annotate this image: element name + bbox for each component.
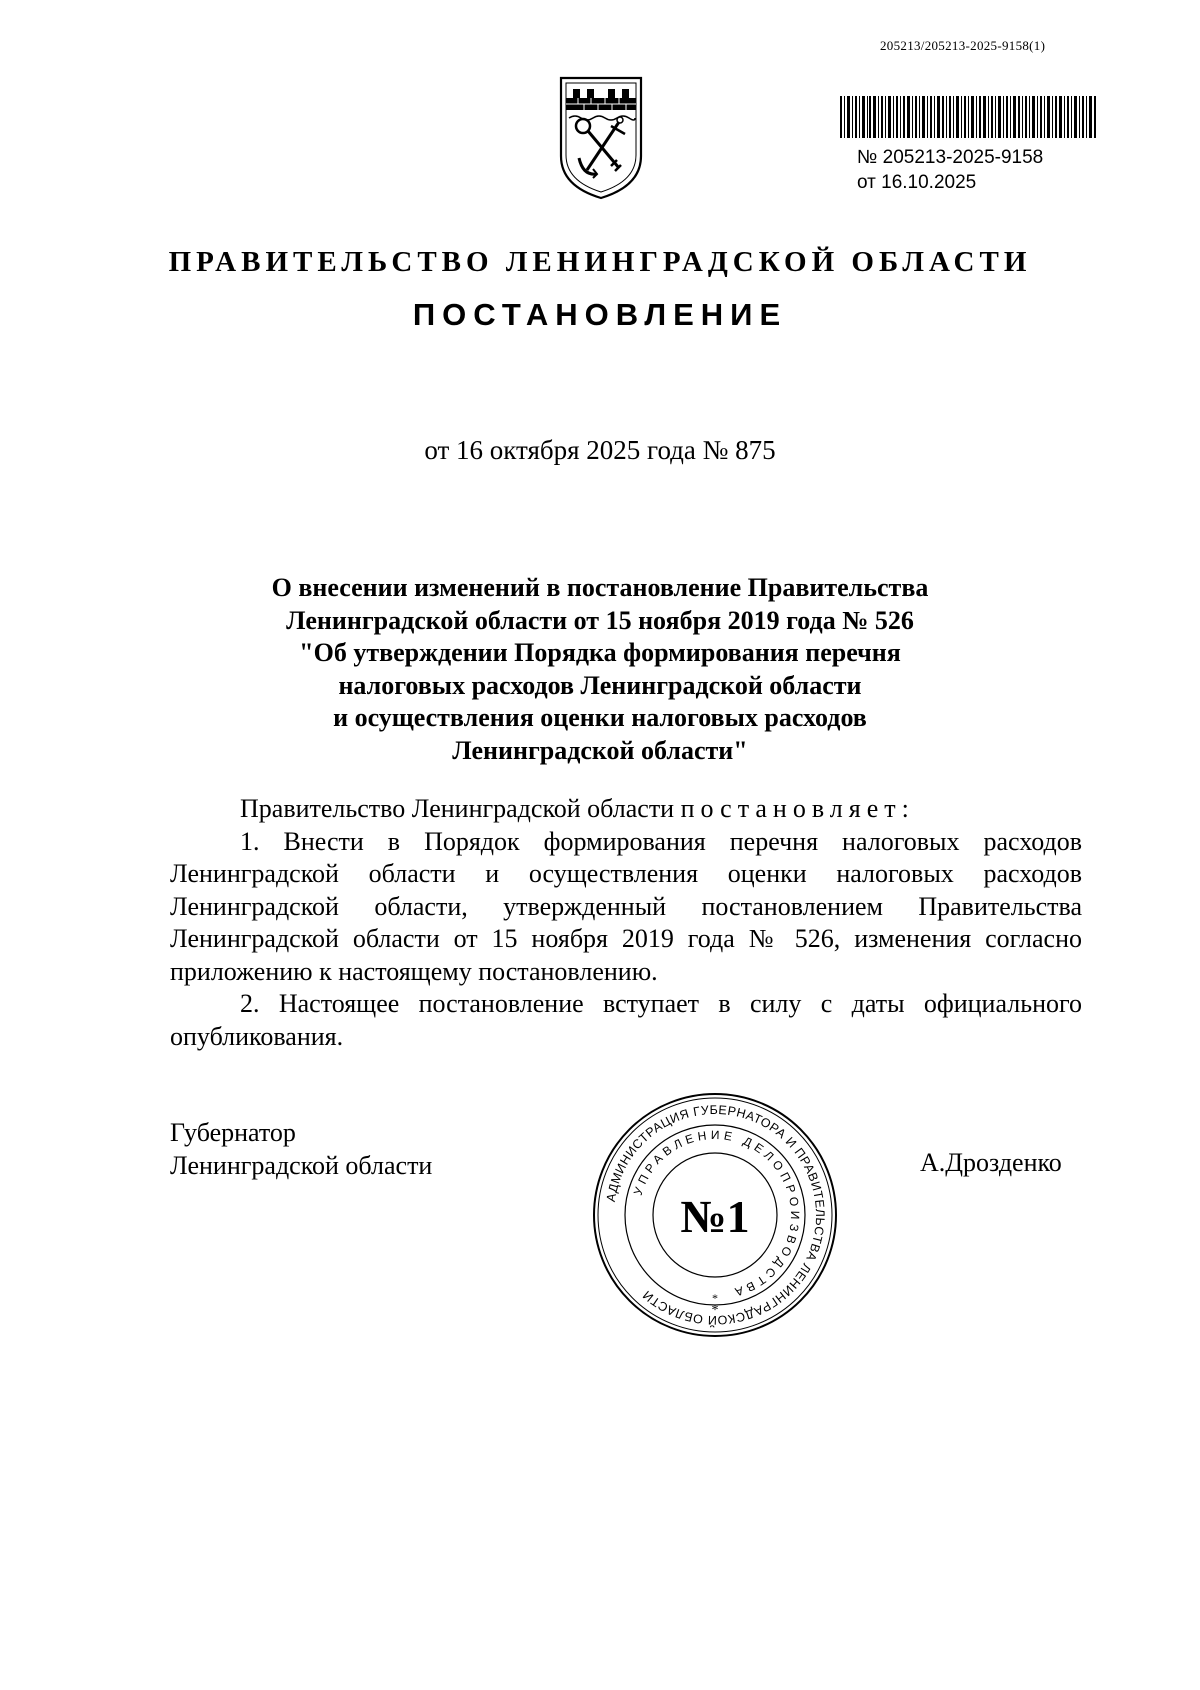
heading-line: и осуществления оценки налоговых расходов <box>333 703 867 732</box>
document-body <box>170 793 1082 1053</box>
signatory-position <box>170 1116 432 1182</box>
stamp-star: * <box>712 1291 718 1305</box>
barcode <box>840 96 1096 138</box>
signatory-position-line: Ленинградской области <box>170 1151 433 1180</box>
registration-date: от 16.10.2025 <box>857 172 977 193</box>
organization-title: ПРАВИТЕЛЬСТВО ЛЕНИНГРАДСКОЙ ОБЛАСТИ <box>168 246 1032 278</box>
registration-number: № 205213-2025-9158 <box>857 147 1044 168</box>
item-paragraph-2: 2. Настоящее постановление вступает в силу с даты официального опубликования. <box>170 989 1082 1051</box>
document-heading <box>170 572 1030 767</box>
heading-line: О внесении изменений в постановление Правительства <box>271 573 929 602</box>
coat-of-arms-emblem <box>553 70 649 202</box>
intro-paragraph <box>170 793 1082 826</box>
stamp-outer-text: АДМИНИСТРАЦИЯ ГУБЕРНАТОРА И ПРАВИТЕЛЬСТВА ЛЕНИНГРАДСКОЙ ОБЛАСТИ <box>603 1102 828 1328</box>
document-id: 205213/205213-2025-9158(1) <box>880 38 1046 53</box>
heading-line: Ленинградской области" <box>452 735 748 765</box>
stamp-star: * <box>711 1303 719 1318</box>
item-paragraph-1: 1. Внести в Порядок формирования перечня налоговых расходов Ленинградской области и осуществления оценки налоговых расходов Ленинградской области, утвержденный постановлением Правительства Ленинградской области от 15 ноября 2019 года № 526, изменения согласно приложению к настоящему постановлению. <box>170 826 1082 986</box>
signatory-name: А.Дрозденко <box>920 1148 1062 1177</box>
heading-line: налоговых расходов Ленинградской области <box>338 670 862 700</box>
document-date-number: от 16 октября 2025 года № 875 <box>424 435 776 465</box>
registration-block <box>857 145 1043 195</box>
signatory-position-line: Губернатор <box>170 1118 296 1147</box>
heading-line: Ленинградской области от 15 ноября 2019 года № 526 <box>286 605 914 635</box>
heading-line: "Об утверждении Порядка формирования перечня <box>299 638 901 667</box>
stamp-inner-text: УПРАВЛЕНИЕ ДЕЛОПРОИЗВОДСТВА <box>630 1127 803 1301</box>
document-type-title: ПОСТАНОВЛЕНИЕ <box>412 297 788 332</box>
official-stamp <box>590 1090 840 1340</box>
intro-verb: постановляет: <box>680 794 915 823</box>
intro-subject: Правительство Ленинградской области <box>240 794 681 823</box>
stamp-number: №1 <box>680 1191 750 1242</box>
